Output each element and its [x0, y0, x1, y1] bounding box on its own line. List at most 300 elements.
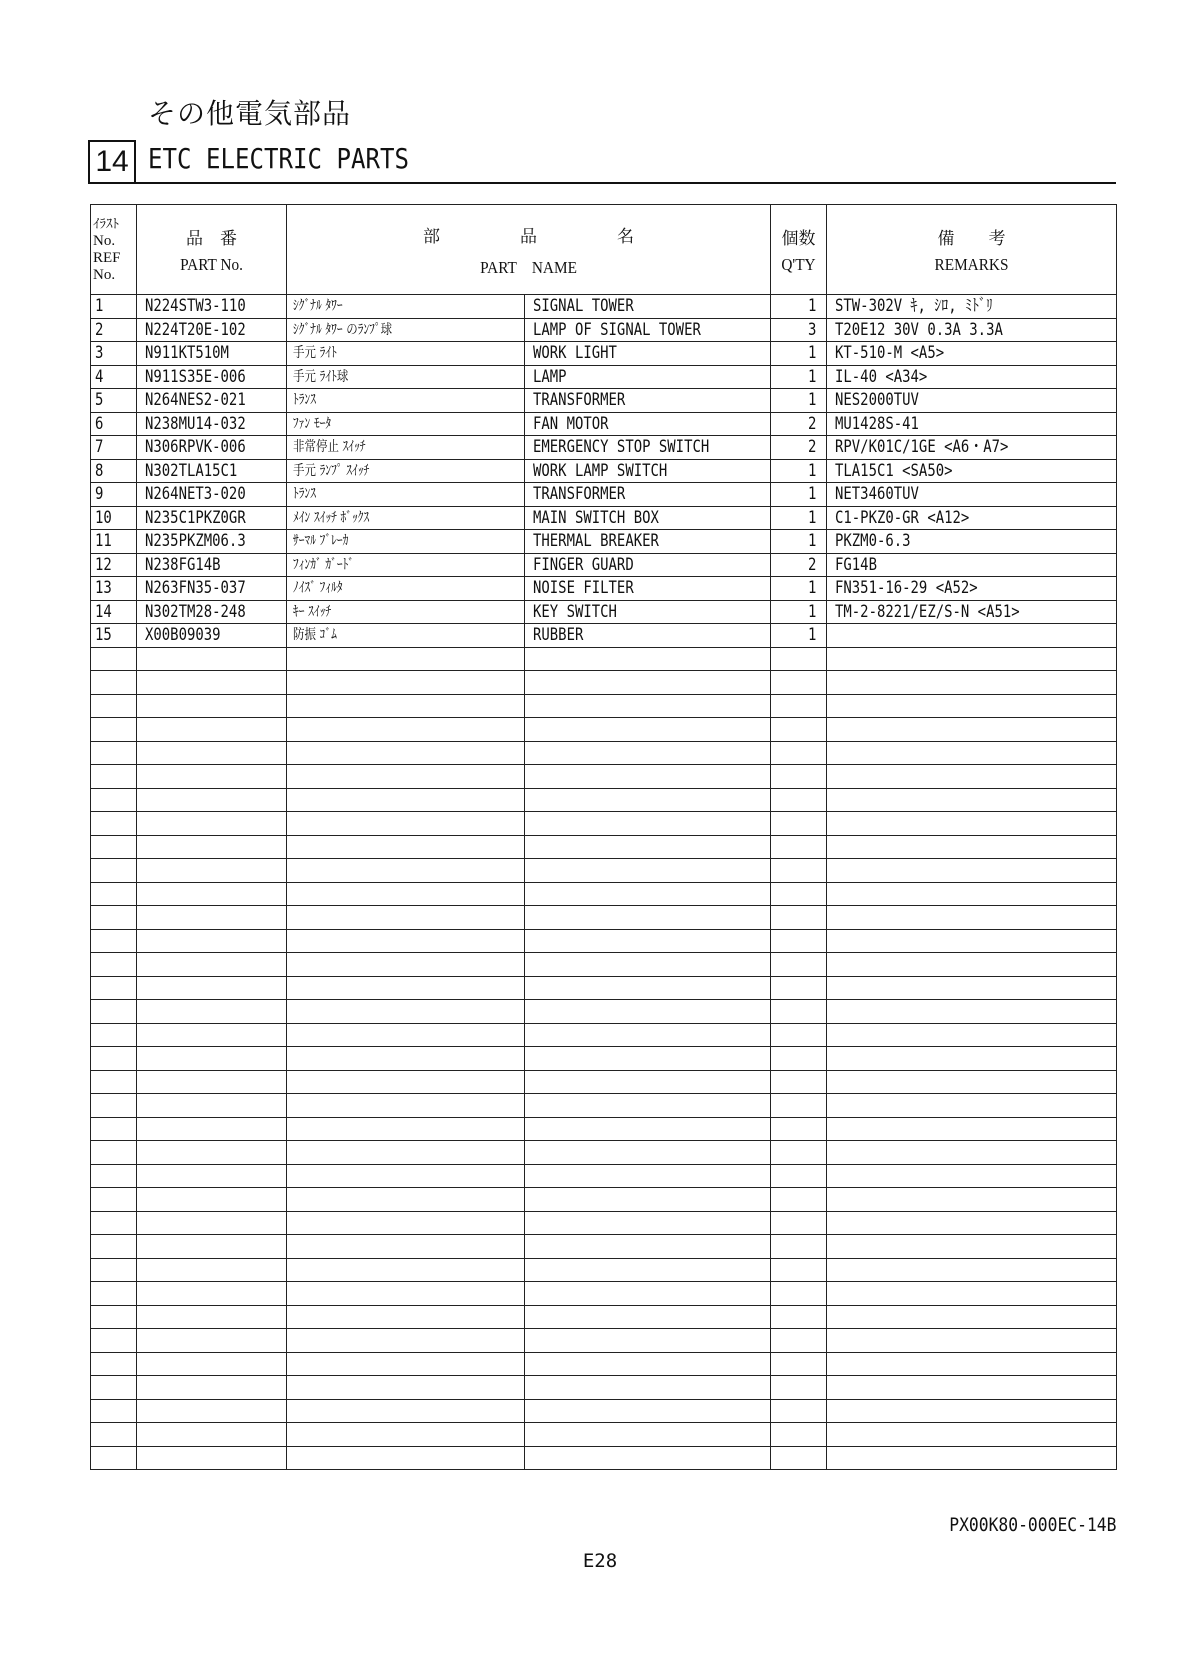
part-name-jp-cell-text: 防振 ｺﾞﾑ [293, 627, 337, 644]
qty-cell [771, 788, 827, 812]
part-no-cell [137, 1329, 287, 1353]
part-name-jp-cell [287, 1188, 525, 1212]
qty-cell [771, 1094, 827, 1118]
part-no-cell [137, 389, 287, 413]
remarks-cell [827, 600, 1117, 624]
part-name-en-cell [525, 1164, 771, 1188]
ref-cell [91, 577, 137, 601]
remarks-cell [827, 671, 1117, 695]
qty-cell [771, 600, 827, 624]
remarks-cell-text: T20E12 30V 0.3A 3.3A [835, 319, 1003, 340]
blank-table-row [91, 812, 1117, 836]
qty-cell [771, 929, 827, 953]
ref-cell [91, 1352, 137, 1376]
remarks-cell [827, 1000, 1117, 1024]
part-no-cell [137, 859, 287, 883]
part-name-en-cell-text: LAMP [533, 366, 567, 387]
part-name-jp-cell [287, 1000, 525, 1024]
blank-table-row [91, 1376, 1117, 1400]
remarks-cell [827, 389, 1117, 413]
remarks-cell [827, 835, 1117, 859]
part-name-jp-cell [287, 577, 525, 601]
qty-cell [771, 647, 827, 671]
qty-cell [771, 953, 827, 977]
remarks-cell [827, 577, 1117, 601]
qty-cell [771, 1282, 827, 1306]
qty-cell [771, 1070, 827, 1094]
part-no-cell-text: N306RPVK-006 [145, 437, 246, 458]
part-no-cell-text: N302TLA15C1 [145, 460, 238, 481]
qty-cell [771, 1235, 827, 1259]
page-title-jp: その他電気部品 [148, 97, 352, 130]
part-name-en-cell-text: EMERGENCY STOP SWITCH [533, 437, 710, 458]
part-name-en-cell [525, 835, 771, 859]
blank-table-row [91, 906, 1117, 930]
part-name-en-cell [525, 1305, 771, 1329]
ref-cell [91, 882, 137, 906]
remarks-cell [827, 1376, 1117, 1400]
ref-cell [91, 1423, 137, 1447]
ref-cell [91, 929, 137, 953]
ref-cell [91, 765, 137, 789]
remarks-cell [827, 1446, 1117, 1470]
part-name-jp-cell [287, 671, 525, 695]
part-name-en-cell [525, 553, 771, 577]
remarks-cell [827, 1329, 1117, 1353]
part-name-en-cell [525, 318, 771, 342]
qty-cell [771, 1117, 827, 1141]
remarks-cell-text: TM-2-8221/EZ/S-N <A51> [835, 601, 1020, 622]
part-no-cell [137, 1070, 287, 1094]
ref-cell [91, 788, 137, 812]
part-name-en-cell-text: WORK LAMP SWITCH [533, 460, 668, 481]
ref-cell [91, 1047, 137, 1071]
part-no-cell [137, 812, 287, 836]
part-no-cell [137, 1117, 287, 1141]
qty-cell [771, 624, 827, 648]
part-name-jp-cell-text: 手元 ﾗｲﾄ球 [293, 368, 349, 385]
qty-cell [771, 1000, 827, 1024]
table-header-row [91, 205, 1117, 295]
ref-cell-text: 9 [95, 484, 104, 505]
part-name-jp-cell [287, 976, 525, 1000]
ref-cell [91, 741, 137, 765]
part-name-jp-cell [287, 1258, 525, 1282]
part-no-cell [137, 1000, 287, 1024]
part-name-en-cell [525, 483, 771, 507]
part-name-en-cell [525, 389, 771, 413]
ref-cell [91, 553, 137, 577]
part-name-jp-cell [287, 647, 525, 671]
part-name-en-cell [525, 1258, 771, 1282]
remarks-cell [827, 718, 1117, 742]
part-name-jp-cell [287, 929, 525, 953]
ref-cell [91, 835, 137, 859]
ref-cell [91, 365, 137, 389]
part-no-cell [137, 1141, 287, 1165]
part-name-jp-cell-text: 手元 ﾗﾝﾌﾟ ｽｲｯﾁ [293, 462, 370, 479]
remarks-cell [827, 1047, 1117, 1071]
qty-cell [771, 530, 827, 554]
part-no-cell [137, 1235, 287, 1259]
remarks-cell-text: FN351-16-29 <A52> [835, 578, 978, 599]
part-name-en-cell [525, 436, 771, 460]
blank-table-row [91, 1305, 1117, 1329]
blank-table-row [91, 1235, 1117, 1259]
part-name-jp-cell [287, 1164, 525, 1188]
table-row [91, 436, 1117, 460]
qty-cell [771, 1047, 827, 1071]
part-name-en-cell-text: KEY SWITCH [533, 601, 617, 622]
ref-cell [91, 1235, 137, 1259]
blank-table-row [91, 741, 1117, 765]
part-name-jp-cell [287, 1094, 525, 1118]
part-no-cell-text: N911KT510M [145, 343, 229, 364]
part-name-jp-cell [287, 1211, 525, 1235]
part-name-jp-cell-text: ﾄﾗﾝｽ [293, 486, 316, 503]
part-no-cell [137, 1399, 287, 1423]
part-no-cell [137, 624, 287, 648]
part-name-en-cell [525, 1070, 771, 1094]
ref-cell [91, 1282, 137, 1306]
part-name-jp-cell [287, 765, 525, 789]
table-row [91, 365, 1117, 389]
part-name-jp-cell [287, 718, 525, 742]
blank-table-row [91, 1329, 1117, 1353]
remarks-cell [827, 506, 1117, 530]
ref-header-no: No. [93, 232, 116, 249]
part-no-cell [137, 318, 287, 342]
ref-cell [91, 436, 137, 460]
remarks-cell-text: RPV/K01C/1GE <A6・A7> [835, 437, 1009, 458]
part-no-cell-text: N235C1PKZ0GR [145, 507, 246, 528]
part-no-cell [137, 765, 287, 789]
qty-cell [771, 295, 827, 319]
part-name-en-cell [525, 812, 771, 836]
qty-cell-text: 3 [807, 319, 817, 340]
part-no-cell [137, 483, 287, 507]
part-name-en-cell [525, 1423, 771, 1447]
part-name-en-cell [525, 882, 771, 906]
remarks-cell [827, 1305, 1117, 1329]
part-no-cell [137, 741, 287, 765]
part-name-jp-cell-text: ﾌｧﾝ ﾓｰﾀ [293, 415, 332, 432]
ref-cell [91, 906, 137, 930]
part-name-en-cell [525, 459, 771, 483]
part-no-cell-text: N235PKZM06.3 [145, 531, 246, 552]
part-name-en-cell [525, 1000, 771, 1024]
ref-cell [91, 1211, 137, 1235]
ref-cell [91, 1070, 137, 1094]
part-no-cell [137, 295, 287, 319]
ref-cell-text: 14 [95, 601, 112, 622]
table-row [91, 506, 1117, 530]
part-name-en-cell [525, 1188, 771, 1212]
remarks-cell [827, 953, 1117, 977]
part-no-cell [137, 1047, 287, 1071]
ref-cell [91, 1446, 137, 1470]
qty-cell [771, 483, 827, 507]
ref-cell [91, 600, 137, 624]
part-no-cell [137, 929, 287, 953]
blank-table-row [91, 1282, 1117, 1306]
part-name-en-cell [525, 1211, 771, 1235]
ref-cell [91, 295, 137, 319]
ref-cell-text: 4 [95, 366, 104, 387]
part-name-en-cell [525, 765, 771, 789]
ref-cell [91, 718, 137, 742]
ref-cell [91, 506, 137, 530]
table-row [91, 600, 1117, 624]
part-no-cell [137, 788, 287, 812]
remarks-cell [827, 1423, 1117, 1447]
remarks-cell-text: TLA15C1 <SA50> [835, 460, 953, 481]
part-no-cell-text: N224T20E-102 [145, 319, 246, 340]
part-name-en-cell [525, 1117, 771, 1141]
ref-cell-text: 8 [95, 460, 104, 481]
ref-cell [91, 1023, 137, 1047]
part-name-jp-cell-text: ﾌｨﾝｶﾞ ｶﾞｰﾄﾞ [293, 556, 355, 573]
blank-table-row [91, 976, 1117, 1000]
col-header-part-no [137, 205, 287, 295]
remarks-cell [827, 1094, 1117, 1118]
ref-cell [91, 624, 137, 648]
part-name-jp-cell [287, 1446, 525, 1470]
remarks-cell [827, 1070, 1117, 1094]
part-name-en-cell [525, 976, 771, 1000]
qty-header-jp: 個数 [781, 229, 816, 249]
blank-table-row [91, 1047, 1117, 1071]
part-name-jp-cell-text: ﾄﾗﾝｽ [293, 392, 316, 409]
remarks-cell-text: KT-510-M <A5> [835, 343, 945, 364]
remarks-cell [827, 1141, 1117, 1165]
qty-cell [771, 976, 827, 1000]
remarks-cell [827, 1023, 1117, 1047]
part-no-cell [137, 1211, 287, 1235]
part-no-cell [137, 1258, 287, 1282]
table-row [91, 530, 1117, 554]
part-name-en-cell [525, 859, 771, 883]
part-name-header-en: PART NAME [480, 257, 577, 277]
part-name-jp-cell [287, 553, 525, 577]
part-name-jp-cell [287, 530, 525, 554]
part-name-jp-cell [287, 600, 525, 624]
part-name-en-cell [525, 718, 771, 742]
qty-cell-text: 1 [807, 390, 817, 411]
part-name-en-cell [525, 1352, 771, 1376]
part-name-jp-cell [287, 342, 525, 366]
part-name-jp-cell [287, 1305, 525, 1329]
section-number-box: 14 [88, 140, 136, 184]
ref-cell [91, 412, 137, 436]
ref-cell-text: 3 [95, 343, 104, 364]
qty-cell [771, 553, 827, 577]
blank-table-row [91, 671, 1117, 695]
part-name-jp-cell [287, 436, 525, 460]
part-no-cell-text: N264NES2-021 [145, 390, 246, 411]
part-no-cell [137, 600, 287, 624]
page-number: E28 [582, 1550, 618, 1572]
part-no-cell [137, 718, 287, 742]
ref-cell [91, 1329, 137, 1353]
ref-cell [91, 318, 137, 342]
table-row [91, 459, 1117, 483]
ref-cell-text: 7 [95, 437, 104, 458]
part-name-en-cell [525, 741, 771, 765]
blank-table-row [91, 1423, 1117, 1447]
part-no-cell [137, 365, 287, 389]
part-name-jp-cell [287, 1423, 525, 1447]
part-name-jp-cell [287, 1070, 525, 1094]
part-no-cell [137, 647, 287, 671]
part-no-cell-text: X00B09039 [145, 625, 221, 646]
blank-table-row [91, 694, 1117, 718]
part-no-cell-text: N911S35E-006 [145, 366, 246, 387]
remarks-cell [827, 765, 1117, 789]
part-no-cell-text: N264NET3-020 [145, 484, 246, 505]
ref-header-jp: ｲﾗｽﾄ [93, 216, 119, 232]
ref-cell [91, 859, 137, 883]
part-name-en-cell [525, 295, 771, 319]
part-no-cell [137, 577, 287, 601]
part-no-cell [137, 976, 287, 1000]
ref-cell-text: 15 [95, 625, 112, 646]
part-name-jp-cell-text: ｻｰﾏﾙ ﾌﾞﾚｰｶ [293, 533, 349, 550]
qty-cell-text: 1 [807, 484, 817, 505]
part-no-cell [137, 1282, 287, 1306]
part-no-cell [137, 412, 287, 436]
remarks-cell [827, 694, 1117, 718]
part-name-en-cell [525, 1446, 771, 1470]
part-name-en-cell [525, 1376, 771, 1400]
remarks-cell [827, 1258, 1117, 1282]
qty-cell [771, 1376, 827, 1400]
remarks-cell-text: NES2000TUV [835, 390, 919, 411]
part-name-en-cell-text: LAMP OF SIGNAL TOWER [533, 319, 701, 340]
part-name-jp-cell [287, 1117, 525, 1141]
part-no-cell [137, 694, 287, 718]
part-name-en-cell-text: MAIN SWITCH BOX [533, 507, 659, 528]
ref-cell [91, 1164, 137, 1188]
ref-cell [91, 1188, 137, 1212]
part-name-jp-cell-text: ｼｸﾞﾅﾙ ﾀﾜｰ のﾗﾝﾌﾟ球 [293, 321, 393, 338]
blank-table-row [91, 718, 1117, 742]
qty-cell [771, 906, 827, 930]
table-row [91, 624, 1117, 648]
remarks-cell-text: FG14B [835, 554, 877, 575]
part-name-en-cell-text: TRANSFORMER [533, 484, 626, 505]
table-row [91, 577, 1117, 601]
part-no-cell [137, 1376, 287, 1400]
part-name-jp-cell [287, 812, 525, 836]
part-no-cell [137, 436, 287, 460]
ref-cell [91, 812, 137, 836]
remarks-cell [827, 1282, 1117, 1306]
qty-cell [771, 1164, 827, 1188]
qty-cell [771, 577, 827, 601]
ref-header-no2: No. [93, 266, 116, 283]
blank-table-row [91, 765, 1117, 789]
part-no-cell [137, 906, 287, 930]
blank-table-row [91, 1446, 1117, 1470]
remarks-cell [827, 459, 1117, 483]
part-name-en-cell [525, 1047, 771, 1071]
remarks-cell [827, 788, 1117, 812]
blank-table-row [91, 953, 1117, 977]
ref-cell [91, 1094, 137, 1118]
ref-cell-text: 6 [95, 413, 104, 434]
part-name-en-cell-text: RUBBER [533, 625, 584, 646]
part-name-jp-cell [287, 506, 525, 530]
ref-cell [91, 671, 137, 695]
remarks-cell [827, 483, 1117, 507]
qty-cell [771, 1188, 827, 1212]
part-name-header-jp-1: 部 [423, 226, 440, 247]
qty-cell [771, 671, 827, 695]
part-name-jp-cell-text: ﾒｲﾝ ｽｲｯﾁ ﾎﾞｯｸｽ [293, 509, 370, 526]
part-name-jp-cell [287, 906, 525, 930]
part-name-jp-cell [287, 1282, 525, 1306]
qty-cell [771, 1352, 827, 1376]
qty-cell [771, 694, 827, 718]
blank-table-row [91, 929, 1117, 953]
remarks-cell [827, 436, 1117, 460]
part-name-jp-cell [287, 459, 525, 483]
part-no-cell [137, 342, 287, 366]
part-no-cell [137, 882, 287, 906]
blank-table-row [91, 1164, 1117, 1188]
blank-table-row [91, 1352, 1117, 1376]
ref-cell-text: 1 [95, 296, 104, 317]
blank-table-row [91, 1094, 1117, 1118]
part-no-cell [137, 1164, 287, 1188]
table-row [91, 553, 1117, 577]
qty-cell [771, 1446, 827, 1470]
col-header-ref [91, 205, 137, 295]
part-name-header-jp-2: 品 [520, 226, 537, 247]
remarks-cell [827, 1117, 1117, 1141]
remarks-cell [827, 342, 1117, 366]
qty-cell [771, 1423, 827, 1447]
qty-cell [771, 882, 827, 906]
remarks-cell [827, 812, 1117, 836]
part-name-en-cell [525, 1023, 771, 1047]
qty-cell [771, 1329, 827, 1353]
qty-cell [771, 459, 827, 483]
qty-header-en: Q'TY [781, 255, 816, 274]
ref-cell [91, 459, 137, 483]
part-name-en-cell [525, 412, 771, 436]
part-name-jp-cell [287, 1376, 525, 1400]
ref-cell [91, 1305, 137, 1329]
remarks-cell [827, 1211, 1117, 1235]
part-name-jp-cell [287, 694, 525, 718]
part-no-cell [137, 1094, 287, 1118]
qty-cell [771, 859, 827, 883]
part-name-en-cell [525, 647, 771, 671]
qty-cell-text: 1 [807, 601, 817, 622]
remarks-cell [827, 1164, 1117, 1188]
blank-table-row [91, 1000, 1117, 1024]
part-no-cell-text: N224STW3-110 [145, 296, 246, 317]
part-name-jp-cell [287, 318, 525, 342]
part-name-jp-cell [287, 835, 525, 859]
qty-cell [771, 506, 827, 530]
remarks-cell [827, 295, 1117, 319]
qty-cell-text: 1 [807, 460, 817, 481]
ref-cell [91, 1141, 137, 1165]
qty-cell [771, 365, 827, 389]
